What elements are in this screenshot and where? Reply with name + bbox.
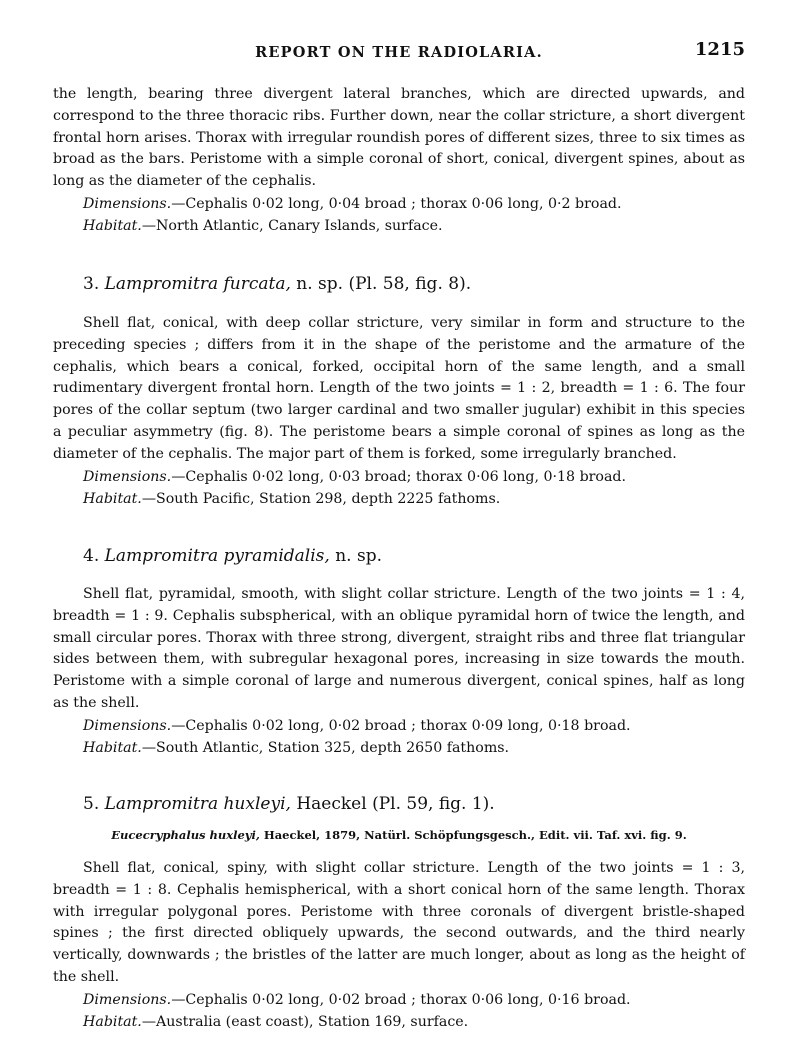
dimensions-label: Dimensions. bbox=[83, 991, 172, 1008]
habitat-label: Habitat. bbox=[83, 739, 142, 756]
species-number: 3. bbox=[83, 274, 100, 294]
species-number: 4. bbox=[83, 546, 100, 566]
habitat-line bbox=[53, 737, 745, 759]
species-name: Lampromitra furcata, bbox=[104, 274, 291, 294]
species-name: Lampromitra huxleyi, bbox=[104, 794, 291, 814]
habitat-text: —Australia (east coast), Station 169, surface. bbox=[141, 1013, 469, 1030]
continuation-block bbox=[53, 84, 745, 237]
species-entry-5 bbox=[53, 858, 745, 1033]
species-description: Shell flat, conical, with deep collar stricture, very similar in form and structure to the preceding species ; differs from it in the shape of the peristome and the armature of the cephalis, which bears a conical, forked, occipital horn of the same length, and a small rudimentary divergent frontal horn. Length of the two joints = 1 : 2, breadth = 1 : 6. The four pores of the collar septum (two larger cardinal and two smaller jugular) exhibit in this species a peculiar asymmetry (fig. 8). The peristome bears a simple coronal of spines as long as the diameter of the cephalis. The major part of them is forked, some irregularly branched. bbox=[53, 315, 745, 462]
habitat-line bbox=[53, 488, 745, 510]
habitat-text: —North Atlantic, Canary Islands, surface. bbox=[141, 217, 443, 234]
habitat-label: Habitat. bbox=[83, 490, 142, 507]
species-heading-3 bbox=[53, 273, 745, 295]
species-authority: n. sp. bbox=[329, 546, 382, 566]
dimensions-text: —Cephalis 0·02 long, 0·04 broad ; thorax 0·06 long, 0·2 broad. bbox=[171, 195, 622, 212]
page-number: 1215 bbox=[694, 39, 745, 60]
dimensions-text: —Cephalis 0·02 long, 0·02 broad ; thorax 0·09 long, 0·18 broad. bbox=[171, 717, 631, 734]
synonym-citation: Haeckel, 1879, Natürl. Schöpfungsgesch., Edit. vii. Taf. xvi. fig. 9. bbox=[259, 828, 687, 842]
continuation-paragraph: the length, bearing three divergent lateral branches, which are directed upwards, and correspond to the three thoracic ribs. Further down, near the collar stricture, a short divergent frontal horn arises. Thorax with irregular roundish pores of different sizes, three to six times as broad as the bars. Peristome with a simple coronal of short, conical, divergent spines, about as long as the diameter of the cephalis. bbox=[53, 86, 745, 190]
habitat-text: —South Atlantic, Station 325, depth 2650 fathoms. bbox=[141, 739, 510, 756]
synonym-reference bbox=[53, 827, 745, 843]
dimensions-text: —Cephalis 0·02 long, 0·02 broad ; thorax 0·06 long, 0·16 broad. bbox=[171, 991, 631, 1008]
dimensions-label: Dimensions. bbox=[83, 468, 172, 485]
running-title: REPORT ON THE RADIOLARIA. bbox=[255, 44, 543, 61]
species-heading-4 bbox=[53, 545, 745, 567]
habitat-label: Habitat. bbox=[83, 217, 142, 234]
species-entry-3 bbox=[53, 313, 745, 510]
species-name: Lampromitra pyramidalis, bbox=[104, 546, 330, 566]
synonym-name: Eucecryphalus huxleyi, bbox=[111, 828, 260, 842]
dimensions-line bbox=[53, 193, 745, 215]
habitat-text: —South Pacific, Station 298, depth 2225 fathoms. bbox=[141, 490, 501, 507]
habitat-line bbox=[53, 1011, 745, 1033]
dimensions-line bbox=[53, 989, 745, 1011]
species-number: 5. bbox=[83, 794, 100, 814]
species-authority: n. sp. (Pl. 58, fig. 8). bbox=[290, 274, 472, 294]
dimensions-label: Dimensions. bbox=[83, 717, 172, 734]
species-description: Shell flat, pyramidal, smooth, with slight collar stricture. Length of the two joints = 1 : 4, breadth = 1 : 9. Cephalis subspherical, with an oblique pyramidal horn of twice the length, and small circular pores. Thorax with three strong, divergent, straight ribs and three flat triangular sides between them, with subregular hexagonal pores, increasing in size towards the mouth. Peristome with a simple coronal of large and numerous divergent, conical spines, half as long as the shell. bbox=[53, 586, 745, 711]
dimensions-line bbox=[53, 715, 745, 737]
habitat-line bbox=[53, 215, 745, 237]
species-authority: Haeckel (Pl. 59, fig. 1). bbox=[290, 794, 495, 814]
species-entry-4 bbox=[53, 584, 745, 759]
habitat-label: Habitat. bbox=[83, 1013, 142, 1030]
species-heading-5 bbox=[53, 793, 745, 815]
dimensions-label: Dimensions. bbox=[83, 195, 172, 212]
page-header bbox=[53, 36, 745, 66]
dimensions-line bbox=[53, 466, 745, 488]
dimensions-text: —Cephalis 0·02 long, 0·03 broad; thorax 0·06 long, 0·18 broad. bbox=[171, 468, 627, 485]
species-description: Shell flat, conical, spiny, with slight collar stricture. Length of the two joints = 1 : 3, breadth = 1 : 8. Cephalis hemispherical, with a short conical horn of the same length. Thorax with irregular polygonal pores. Peristome with three coronals of divergent bristle-shaped spines ; the first directed obliquely upwards, the second outwards, and the third nearly vertically, downwards ; the bristles of the latter are much longer, about as long as the height of the shell. bbox=[53, 860, 745, 985]
